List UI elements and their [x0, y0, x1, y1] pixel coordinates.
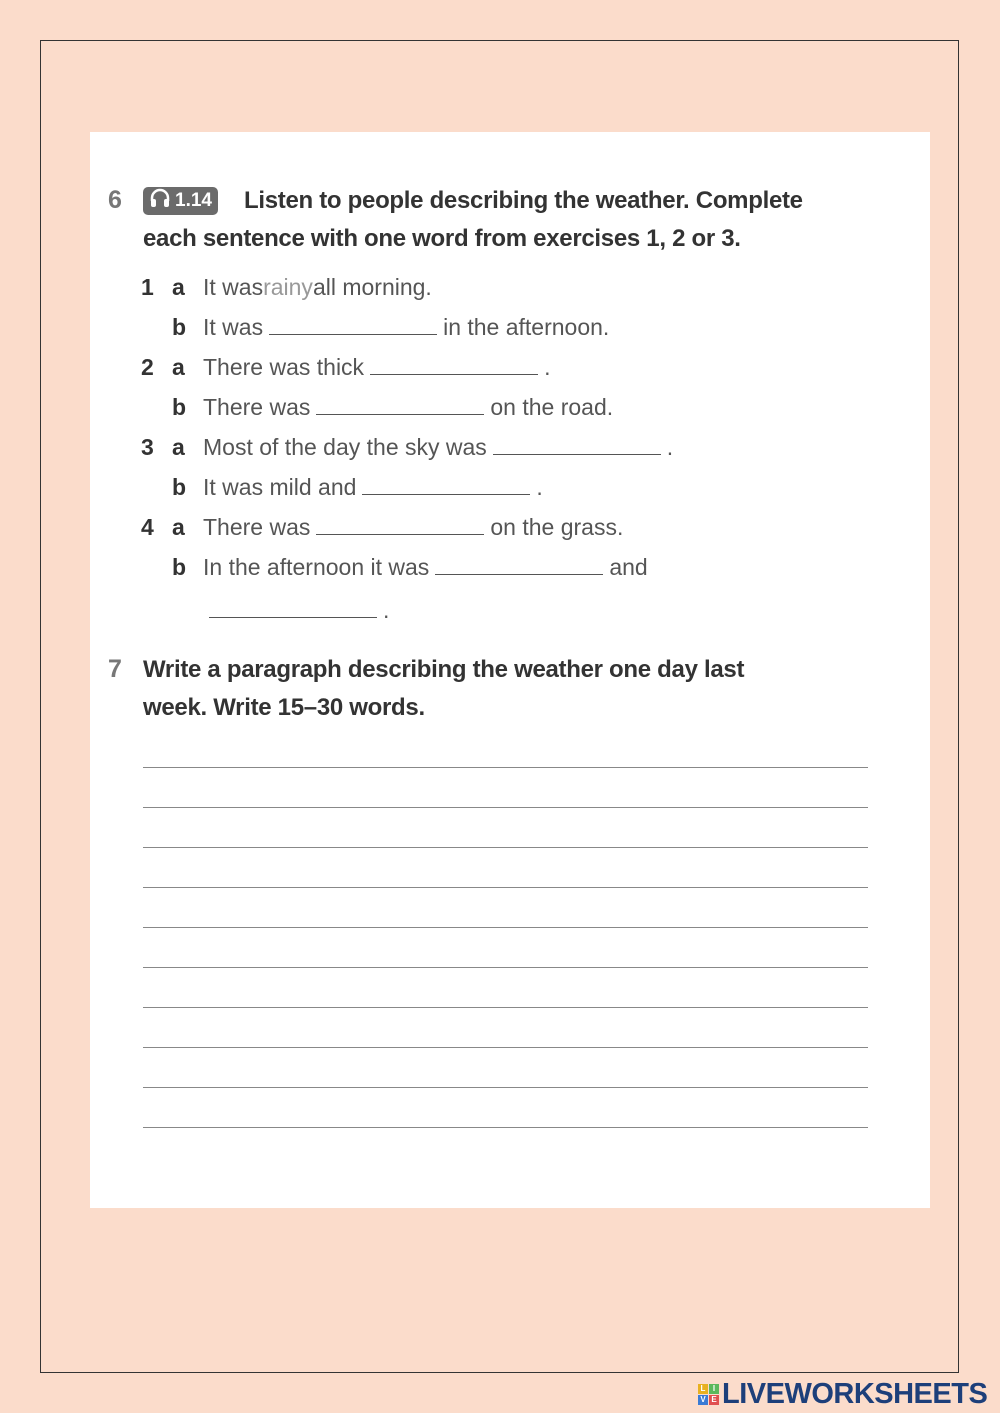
writing-line[interactable] [143, 767, 868, 768]
item-text-before: There was [203, 394, 311, 420]
item-text-before: In the afternoon it was [203, 554, 430, 580]
exercise-item [141, 597, 389, 624]
item-number: 4 [141, 514, 154, 540]
headphones-icon [149, 188, 171, 214]
liveworksheets-logo [698, 1378, 987, 1411]
answer-blank[interactable] [316, 516, 484, 535]
item-text-after: on the grass. [490, 514, 624, 540]
exercise-item [141, 474, 543, 501]
item-number: 3 [141, 434, 154, 460]
exercise-7-instruction-line1: Write a paragraph describing the weather one day last [143, 656, 745, 683]
writing-line[interactable] [143, 1007, 868, 1008]
exercise-7-instruction-line2: week. Write 15–30 words. [143, 694, 425, 721]
exercise-item [141, 554, 648, 581]
answer-blank[interactable] [209, 599, 377, 618]
item-letter: b [172, 474, 187, 500]
item-letter: a [172, 354, 185, 380]
item-letter: b [172, 554, 187, 580]
item-text-before: There was [203, 514, 311, 540]
writing-line[interactable] [143, 807, 868, 808]
item-text-after: in the afternoon. [443, 314, 610, 340]
exercise-7-number: 7 [108, 655, 122, 683]
answer-blank[interactable] [269, 316, 437, 335]
item-text-before: Most of the day the sky was [203, 434, 487, 460]
logo-tile: V [698, 1395, 708, 1405]
exercise-item [141, 274, 432, 301]
writing-line[interactable] [143, 927, 868, 928]
exercise-6-number: 6 [108, 186, 122, 214]
logo-tile: I [709, 1384, 719, 1394]
item-letter: b [172, 394, 187, 420]
item-text-after: and [609, 554, 648, 580]
exercise-item [141, 434, 673, 461]
item-text-before: It was [203, 314, 264, 340]
item-text-after: . [536, 474, 543, 500]
writing-line[interactable] [143, 1047, 868, 1048]
writing-line[interactable] [143, 967, 868, 968]
item-text-before: It was [203, 274, 264, 300]
item-text-after: all morning. [312, 274, 432, 300]
audio-track-badge[interactable] [143, 187, 218, 215]
answer-blank[interactable] [316, 396, 484, 415]
item-number: 2 [141, 354, 154, 380]
exercise-item [141, 514, 623, 541]
answer-blank[interactable] [493, 436, 661, 455]
exercise-item [141, 354, 550, 381]
logo-tile: L [698, 1384, 708, 1394]
item-letter: b [172, 314, 187, 340]
answer-blank[interactable] [435, 556, 603, 575]
writing-line[interactable] [143, 1087, 868, 1088]
exercise-6-instruction-line1: Listen to people describing the weather. Complete [244, 187, 803, 214]
track-number: 1.14 [175, 190, 212, 211]
exercise-item [141, 314, 609, 341]
writing-line[interactable] [143, 887, 868, 888]
item-text-after: . [383, 597, 390, 623]
writing-line[interactable] [143, 847, 868, 848]
logo-text: LIVEWORKSHEETS [722, 1378, 988, 1410]
item-text-after: . [544, 354, 551, 380]
item-letter: a [172, 274, 185, 300]
item-text-after: . [666, 434, 674, 460]
item-text-before: It was mild and [203, 474, 357, 500]
item-letter: a [172, 514, 185, 540]
exercise-6-instruction-line2: each sentence with one word from exercises 1, 2 or 3. [143, 225, 741, 252]
example-answer: rainy [263, 274, 313, 300]
item-letter: a [172, 434, 185, 460]
logo-tile: E [709, 1395, 719, 1405]
item-number: 1 [141, 274, 154, 300]
exercise-item [141, 394, 613, 421]
item-text-before: There was thick [203, 354, 365, 380]
item-text-after: on the road. [490, 394, 614, 420]
writing-line[interactable] [143, 1127, 868, 1128]
answer-blank[interactable] [362, 476, 530, 495]
answer-blank[interactable] [370, 356, 538, 375]
